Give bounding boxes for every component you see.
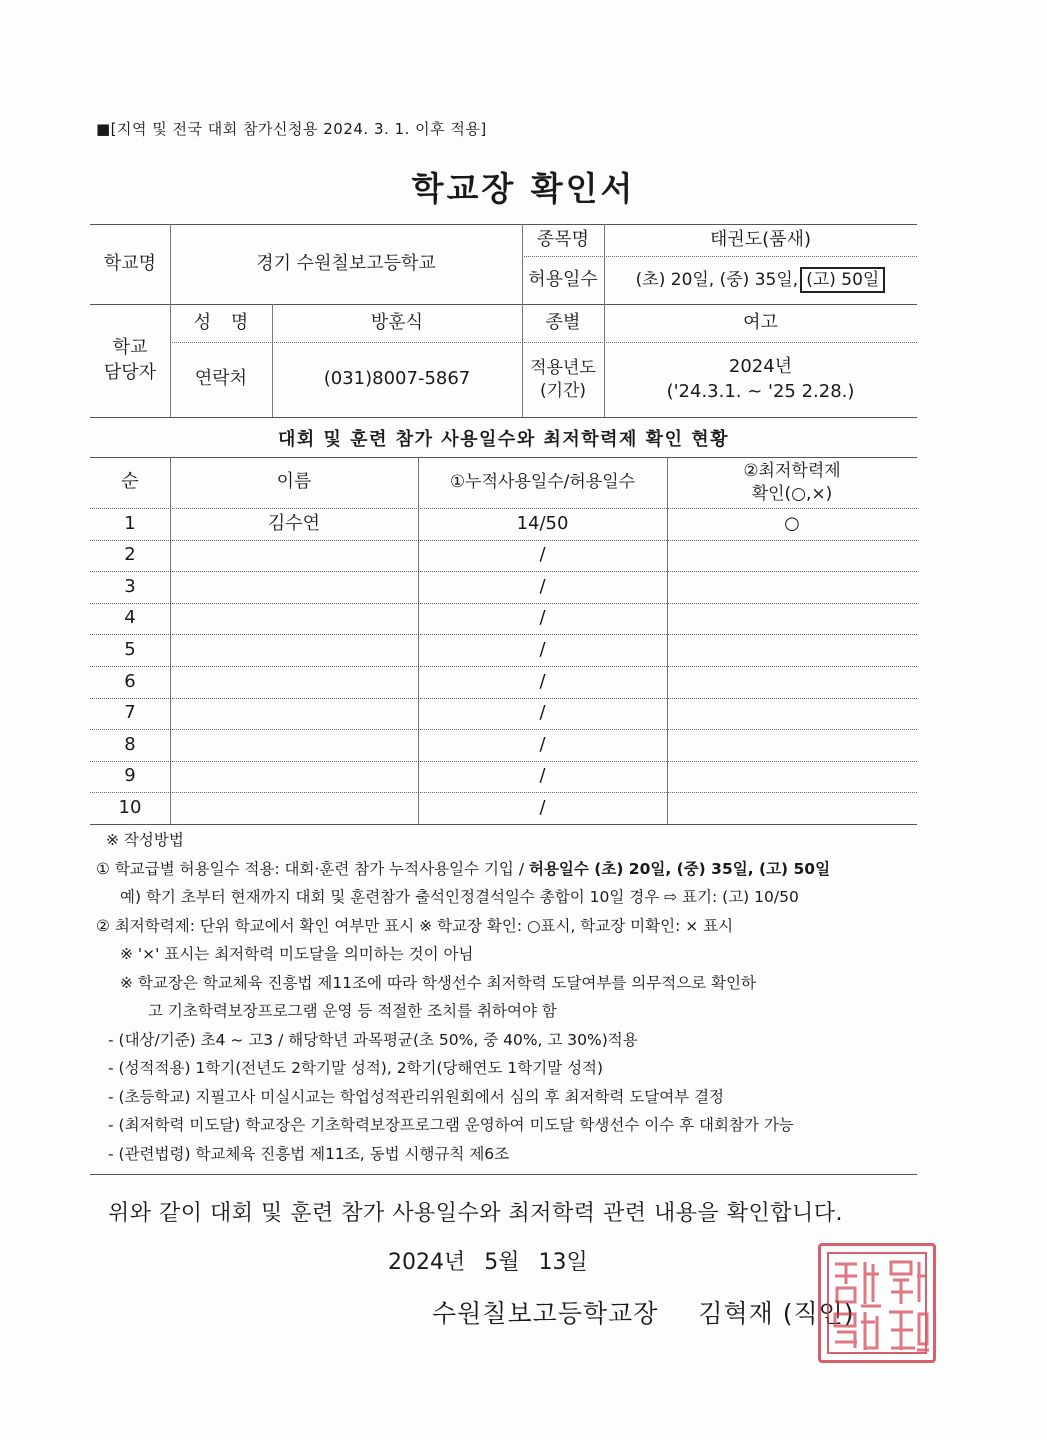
- instructions: [96, 826, 926, 1168]
- row-days: /: [539, 544, 546, 566]
- header-no: 순: [121, 471, 139, 493]
- row-days: /: [539, 607, 546, 629]
- signer-title: 수원칠보고등학교장: [432, 1299, 659, 1328]
- detail-5: - (관련법령) 학교체육 진흥법 제11조, 동법 시행규칙 제6조: [108, 1144, 510, 1163]
- row-name: 김수연: [267, 512, 321, 534]
- note-1-example: 예) 학기 초부터 현재까지 대회 및 훈련참가 출석인정결석일수 총합이 10일 경우 ⇨ 표기: (고) 10/50: [120, 888, 799, 906]
- row-check: [667, 603, 917, 635]
- name-value: 방훈식: [370, 311, 424, 333]
- event-value: 태권도(품새): [710, 228, 811, 250]
- header-academic-check: ②최저학력제 확인(○,×): [743, 460, 841, 504]
- note-1: ① 학교급별 허용일수 적용: 대회·훈련 참가 누적사용일수 기입 / 허용일수 (초) 20일, (중) 35일, (고) 50일: [96, 859, 831, 878]
- row-number: 10: [118, 797, 142, 819]
- row-divider: [90, 824, 917, 825]
- gender-label: 종별: [545, 311, 581, 333]
- row-number: 6: [124, 670, 136, 692]
- name-label: 성 명: [193, 311, 249, 333]
- note-4-cont: 고 기초학력보장프로그램 운영 등 적절한 조치를 취하여야 함: [148, 1002, 557, 1020]
- detail-4: - (최저학력 미도달) 학교장은 기초학력보장프로그램 운영하여 미도달 학생선수 이수 후 대회참가 가능: [108, 1116, 794, 1134]
- row-check: [667, 698, 917, 730]
- row-number: 5: [124, 639, 136, 661]
- row-days: /: [539, 575, 546, 597]
- contact-value: (031)8007-5867: [323, 368, 471, 390]
- row-check: [667, 792, 917, 824]
- row-days: /: [539, 702, 546, 724]
- allowed-days-label: 허용일수: [528, 268, 598, 290]
- detail-2: - (성적적용) 1학기(전년도 2학기말 성적), 2학기(당해연도 1학기말 성적): [108, 1059, 604, 1077]
- official-seal-stamp: [818, 1243, 936, 1363]
- signer-name: 김혁재 (직인): [698, 1299, 855, 1328]
- confirmation-text: 위와 같이 대회 및 훈련 참가 사용일수와 최저학력 관련 내용을 확인합니다.: [108, 1201, 843, 1226]
- row-name: [170, 540, 418, 572]
- row-days: /: [539, 765, 546, 787]
- form-usage-note: ■[지역 및 전국 대회 참가신청용 2024. 3. 1. 이후 적용]: [96, 120, 487, 138]
- row-number: 1: [124, 512, 136, 534]
- header-days: ①누적사용일수/허용일수: [449, 472, 636, 493]
- issue-date: 2024년 5월 13일: [388, 1250, 588, 1275]
- note-4: ※ 학교장은 학교체육 진흥법 제11조에 따라 학생선수 최저학력 도달여부를 의무적으로 확인하: [120, 973, 756, 992]
- row-check: [667, 761, 917, 793]
- row-name: [170, 634, 418, 666]
- row-check: [667, 666, 917, 698]
- row-number: 2: [124, 544, 136, 566]
- row-days: /: [539, 733, 546, 755]
- row-number: 3: [124, 575, 136, 597]
- seal-glyphs: [821, 1246, 939, 1366]
- row-check: [667, 634, 917, 666]
- period-label: 적용년도 (기간): [530, 357, 596, 401]
- high-school-days-box: (고) 50일: [800, 267, 885, 294]
- row-number: 7: [124, 702, 136, 724]
- row-days: /: [539, 797, 546, 819]
- row-name: [170, 792, 418, 824]
- row-check: [667, 571, 917, 603]
- row-days: /: [539, 639, 546, 661]
- row-check: [667, 540, 917, 572]
- notes-divider: [90, 1174, 917, 1175]
- status-section-title: 대회 및 훈련 참가 사용일수와 최저학력제 확인 현황: [277, 429, 729, 450]
- header-name: 이름: [276, 471, 312, 493]
- row-check: [667, 729, 917, 761]
- row-days: /: [539, 670, 546, 692]
- allowed-days-value: (초) 20일, (중) 35일, (고) 50일: [604, 256, 917, 304]
- detail-1: - (대상/기준) 초4 ~ 고3 / 해당학년 과목평균(초 50%, 중 40%, 고 30%)적용: [108, 1030, 638, 1049]
- row-name: [170, 729, 418, 761]
- row-name: [170, 666, 418, 698]
- gender-value: 여고: [743, 311, 778, 333]
- school-name-value: 경기 수원칠보고등학교: [256, 252, 436, 274]
- school-name-label: 학교명: [103, 252, 157, 274]
- instructions-heading: ※ 작성방법: [106, 831, 184, 849]
- row-name: [170, 761, 418, 793]
- period-value: 2024년 ('24.3.1. ~ '25 2.28.): [666, 356, 855, 402]
- note-3: ※ '×' 표시는 최저학력 미도달을 의미하는 것이 아님: [120, 945, 474, 963]
- row-name: [170, 571, 418, 603]
- row-name: [170, 698, 418, 730]
- detail-3: - (초등학교) 지필고사 미실시교는 학업성적관리위원회에서 심의 후 최저학력 도달여부 결정: [108, 1087, 725, 1106]
- document-title: 학교장 확인서: [411, 169, 636, 208]
- row-check: ○: [784, 512, 800, 534]
- contact-label: 연락처: [194, 368, 248, 390]
- row-name: [170, 603, 418, 635]
- note-2: ② 최저학력제: 단위 학교에서 확인 여부만 표시 ※ 학교장 확인: ○표시, 학교장 미확인: × 표시: [96, 916, 734, 935]
- signer: [432, 1294, 855, 1330]
- manager-label: 학교 담당자: [103, 337, 157, 383]
- row-days: 14/50: [516, 512, 569, 534]
- row-number: 4: [124, 607, 136, 629]
- event-label: 종목명: [536, 228, 590, 250]
- row-number: 8: [124, 733, 136, 755]
- row-number: 9: [124, 765, 136, 787]
